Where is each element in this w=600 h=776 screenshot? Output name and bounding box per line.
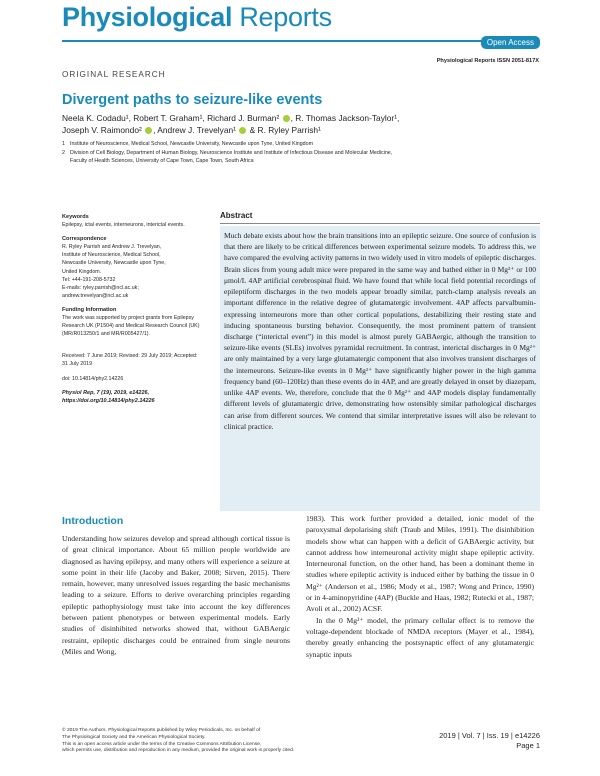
author-line-1: Neela K. Codadu¹, Robert T. Graham¹, Richard J. Burman² , R. Thomas Jackson-Taylor¹,	[62, 113, 400, 123]
email-line[interactable]: E-mails: ryley.parrish@ncl.ac.uk;	[62, 284, 139, 291]
keywords-text: Epilepsy, ictal events, interneurons, interictal events.	[62, 222, 185, 229]
author-name[interactable]: Neela K. Codadu¹,	[62, 113, 131, 123]
introduction-heading: Introduction	[62, 515, 124, 527]
affiliation-continuation: Faculty of Health Sciences, University of Cape Town, Cape Town, South Africa	[70, 158, 254, 165]
keywords-label: Keywords	[62, 214, 89, 220]
open-access-badge: Open Access	[481, 36, 540, 49]
volume-info: 2019 | Vol. 7 | Iss. 19 | e14226	[439, 731, 540, 740]
author-name[interactable]: Joseph V. Raimondo²	[62, 125, 142, 135]
footer-line: © 2019 The Authors. Physiological Reports published by Wiley Periodicals, Inc. on behalf of	[62, 728, 261, 733]
author-name[interactable]: Andrew J. Trevelyan¹	[157, 125, 236, 135]
footer-line: This is an open access article under the terms of the Creative Commons Attribution License,	[62, 741, 262, 747]
orcid-icon[interactable]	[239, 127, 246, 134]
funding-label: Funding Information	[62, 306, 117, 313]
correspondence-line: R. Ryley Parrish and Andrew J. Trevelyan,	[62, 244, 162, 251]
citation-text[interactable]: Physiol Rep, 7 (19), 2019, e14226, https://doi.org/10.14814/phy2.14226	[62, 389, 155, 404]
abstract-heading: Abstract	[220, 211, 540, 224]
license-footer	[62, 728, 392, 755]
keywords-block	[62, 213, 202, 229]
article-sidebar	[62, 213, 202, 411]
footer-line: The Physiological Society and the American Physiological Society.	[62, 734, 206, 740]
author-name[interactable]: Richard J. Burman²	[207, 113, 280, 123]
orcid-icon[interactable]	[145, 127, 152, 134]
citation-block	[62, 389, 202, 405]
footer-line: which permits use, distribution and reproduction in any medium, provided the original work is properly cited.	[62, 748, 295, 754]
intro-column-left	[62, 533, 290, 657]
journal-name-bold: Physiological	[62, 2, 233, 32]
funding-text: The work was supported by project grants from Epilepsy Research UK (P1504) and Medical Research Council (UK) (MR/R013250/1 and MR/R005427/1).	[62, 315, 200, 338]
dates-text: Received: 7 June 2019; Revised: 29 July 2019; Accepted: 31 July 2019	[62, 353, 198, 368]
author-name[interactable]: R. Thomas Jackson-Taylor¹,	[295, 113, 400, 123]
journal-logo	[62, 2, 332, 33]
affiliations	[62, 140, 542, 166]
correspondence-line: Newcastle University, Newcastle upon Tyne,	[62, 260, 166, 267]
intro-paragraph: 1983). This work further provided a detailed, ionic model of the paroxysmal depolarising shift (Traub and Miles, 1991). The disinhibition models show what can happen with a deficit of GABAergic activity, but cannot address how interneuronal activity might shape epileptic activity. Interneuronal function, on the other hand, has been a dominant theme in studies where epileptic activity is induced either by bathing the tissue in 0 Mg²⁺ (Anderson et al., 1986; Mody et al., 1987; Wong and Prince, 1990) or in 4-aminopyridine (4AP) (Buckle and Haas, 1982; Rutecki et al., 1987; Avoli et al., 2002) ACSF.	[306, 514, 534, 614]
issn-line: Physiological Reports ISSN 2051-817X	[436, 58, 539, 64]
page-info	[439, 731, 540, 751]
author-name[interactable]: & R. Ryley Parrish¹	[249, 125, 321, 135]
affiliation-item: 1 Institute of Neuroscience, Medical School, Newcastle University, Newcastle upon Tyne, United Kingdom	[62, 141, 313, 147]
correspondence-label: Correspondence	[62, 236, 107, 243]
author-list	[62, 112, 542, 136]
dates-block	[62, 352, 202, 368]
author-name[interactable]: Robert T. Graham¹,	[133, 113, 205, 123]
correspondence-line: Tel: +44-191-208-5732	[62, 276, 116, 283]
abstract-body: Much debate exists about how the brain transitions into an epileptic seizure. One source of confusion is that there are likely to be critical differences between experimental seizure models. To address this, we have compared the evolving activity patterns in two widely used in vitro models of epileptic discharges. Brain slices from young adult mice were prepared in the same way and bathed either in 0 Mg²⁺ or 100 μmol/L 4AP artificial cerebrospinal fluid. We have found that while local field potential recordings of epileptiform discharges in the two models appear broadly similar, patch-clamp analysis reveals an important difference in the relative degree of glutamatergic involvement. 4AP affects parvalbumin-expressing interneurons more than other cortical populations, destabilizing their resting state and inducing spontaneous bursting behavior. Consequently, the most prominent pattern of transient discharge (“interictal event”) in this model is almost purely GABAergic, although the transition to seizure-like events (SLEs) involves pyramidal recruitment. In contrast, interictal discharges in 0 Mg²⁺ are only maintained by a very large glutamatergic component that also involves transient discharges of the interneurons. Seizure-like events in 0 Mg²⁺ have significantly higher power in the high gamma frequency band (60–120Hz) than these events do in 4AP, and are greatly delayed in onset by diazepam, unlike 4AP events. We, therefore, conclude that the 0 Mg²⁺ and 4AP models display fundamentally different levels of glutamatergic drive, demonstrating how ostensibly similar pathological discharges can arise from different sources. We contend that similar interpretative issues will also be relevant to clinical practice.	[220, 226, 540, 511]
correspondence-block	[62, 235, 202, 300]
header-rule	[62, 40, 540, 42]
correspondence-line: United Kingdom.	[62, 268, 102, 275]
article-title: Divergent paths to seizure-like events	[62, 92, 323, 108]
intro-column-right	[306, 513, 534, 660]
intro-paragraph: Understanding how seizures develop and spread although cortical tissue is of great clinical importance. About 65 million people worldwide are diagnosed as having epilepsy, and many others will experience a seizure at some point in their life (Jacoby and Baker, 2008; Sirven, 2015). There remain, however, many unresolved issues regarding the basic mechanisms leading to a seizure. Efforts to derive overarching principles regarding epileptic pathophysiology must take into account the key differences between patient phenotypes or between experimental models. Early studies of disinhibited networks showed that, without GABAergic restraint, epileptic discharges could be entrained from single neurons (Miles and Wong,	[62, 534, 290, 656]
page-number: Page 1	[516, 741, 540, 750]
email-line[interactable]: andrew.trevelyan@ncl.ac.uk	[62, 292, 129, 299]
author-line-2: Joseph V. Raimondo² , Andrew J. Trevelyan¹ & R. Ryley Parrish¹	[62, 125, 321, 135]
intro-paragraph: In the 0 Mg²⁺ model, the primary cellular effect is to remove the voltage-dependent blockade of NMDA receptors (Mayer et al., 1984), thereby greatly enhancing the postsynaptic effect of any glutamatergic synaptic inputs	[306, 615, 534, 659]
affiliation-item: 2 Division of Cell Biology, Department of Human Biology, Neuroscience Institute and Institute of Infectious Disease and Molecular Medicine,	[62, 149, 393, 156]
journal-name-light: Reports	[239, 2, 332, 32]
orcid-icon[interactable]	[283, 115, 290, 122]
doi-text[interactable]: doi: 10.14814/phy2.14226	[62, 375, 124, 382]
correspondence-line: Institute of Neuroscience, Medical School,	[62, 252, 161, 259]
article-section: ORIGINAL RESEARCH	[62, 70, 166, 79]
funding-block	[62, 306, 202, 338]
doi-block	[62, 375, 202, 383]
